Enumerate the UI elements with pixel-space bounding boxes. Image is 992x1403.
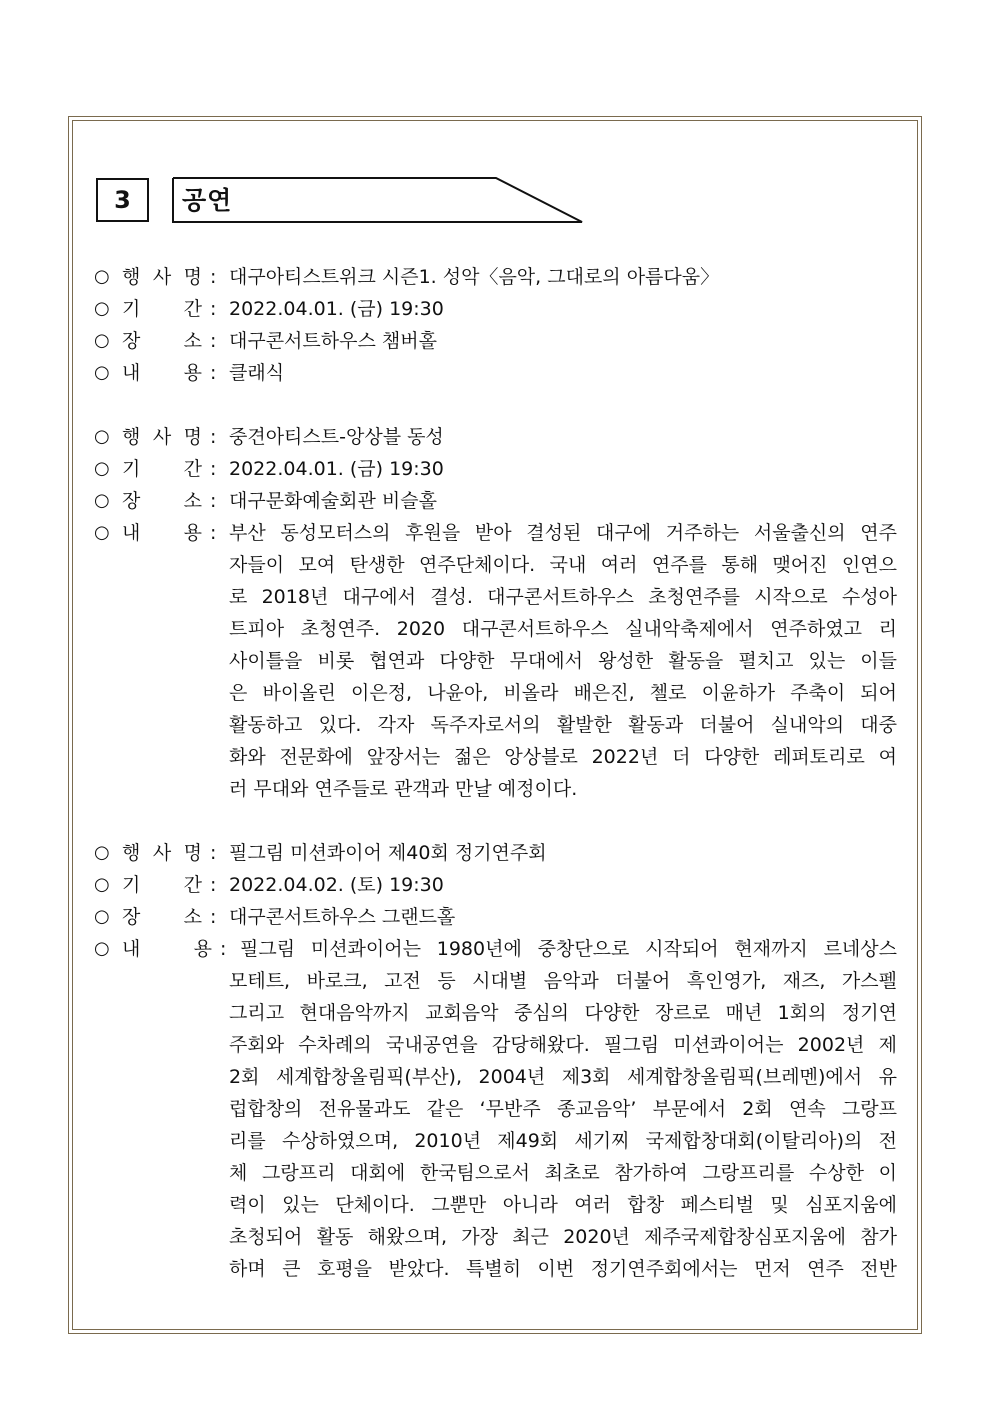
event-name: 중견아티스트-앙상블 동성 bbox=[229, 426, 444, 448]
event-period: 2022.04.01. (금) 19:30 bbox=[229, 298, 444, 320]
event-period: 2022.04.01. (금) 19:30 bbox=[229, 458, 444, 480]
circle-bullet-icon: ○ bbox=[94, 874, 110, 895]
event-content: 클래식 bbox=[229, 362, 285, 384]
label-content: 내 용 bbox=[122, 522, 202, 544]
content-line: 럽합창의 전유물과도 같은 ‘무반주 종교음악’ 부문에서 2회 연속 그랑프 bbox=[229, 1098, 897, 1120]
content-line: 트피아 초청연주. 2020 대구콘서트하우스 실내악축제에서 연주하였고 리 bbox=[229, 618, 897, 640]
content-line: 체 그랑프리 대회에 한국팀으로서 최초로 참가하여 그랑프리를 수상한 이 bbox=[229, 1162, 897, 1184]
content-line: 필그림 미션콰이어는 1980년에 중창단으로 시작되어 현재까지 르네상스 bbox=[240, 938, 897, 960]
circle-bullet-icon: ○ bbox=[94, 842, 110, 863]
section-title: 공연 bbox=[182, 186, 233, 215]
circle-bullet-icon: ○ bbox=[94, 458, 110, 479]
content-line: 모테트, 바로크, 고전 등 시대별 음악과 더불어 흑인영가, 재즈, 가스펠 bbox=[229, 970, 897, 992]
content-line: 주회와 수차례의 국내공연을 감당해왔다. 필그림 미션콰이어는 2002년 제 bbox=[229, 1034, 897, 1056]
content-line: 로 2018년 대구에서 결성. 대구콘서트하우스 초청연주를 시작으로 수성아 bbox=[229, 586, 897, 608]
label-period: 기 간 bbox=[122, 874, 202, 896]
circle-bullet-icon: ○ bbox=[94, 522, 110, 543]
label-event-name: 행 사 명 bbox=[122, 842, 202, 864]
circle-bullet-icon: ○ bbox=[94, 362, 110, 383]
event-period: 2022.04.02. (토) 19:30 bbox=[229, 874, 444, 896]
content-line: 자들이 모여 탄생한 연주단체이다. 국내 여러 연주를 통해 맺어진 인연으 bbox=[229, 554, 897, 576]
event-place: 대구콘서트하우스 그랜드홀 bbox=[229, 906, 456, 928]
circle-bullet-icon: ○ bbox=[94, 938, 110, 959]
circle-bullet-icon: ○ bbox=[94, 298, 110, 319]
label-place: 장 소 bbox=[122, 906, 202, 928]
label-place: 장 소 bbox=[122, 490, 202, 512]
circle-bullet-icon: ○ bbox=[94, 490, 110, 511]
content-line: 초청되어 활동 해왔으며, 가장 최근 2020년 제주국제합창심포지움에 참가 bbox=[229, 1226, 897, 1248]
content-line: 부산 동성모터스의 후원을 받아 결성된 대구에 거주하는 서울출신의 연주 bbox=[229, 522, 897, 544]
content-line: 2회 세계합창올림픽(부산), 2004년 제3회 세계합창올림픽(브레멘)에서 유 bbox=[229, 1066, 897, 1088]
content-line: 하며 큰 호평을 받았다. 특별히 이번 정기연주회에서는 먼저 연주 전반 bbox=[229, 1258, 897, 1280]
label-content: 내 용 bbox=[122, 938, 212, 960]
circle-bullet-icon: ○ bbox=[94, 426, 110, 447]
content-line: 은 바이올린 이은정, 나윤아, 비올라 배은진, 첼로 이윤하가 주축이 되어 bbox=[229, 682, 897, 704]
event-place: 대구콘서트하우스 챔버홀 bbox=[229, 330, 437, 352]
event-place: 대구문화예술회관 비슬홀 bbox=[229, 490, 437, 512]
event-3-content-body bbox=[229, 933, 897, 1285]
label-period: 기 간 bbox=[122, 298, 202, 320]
content-line: 활동하고 있다. 각자 독주자로서의 활발한 활동과 더불어 실내악의 대중 bbox=[229, 714, 897, 736]
label-period: 기 간 bbox=[122, 458, 202, 480]
circle-bullet-icon: ○ bbox=[94, 266, 110, 287]
event-2-content-body bbox=[229, 517, 897, 805]
content-line: 리를 수상하였으며, 2010년 제49회 세기찌 국제합창대회(이탈리아)의 전 bbox=[229, 1130, 897, 1152]
content-line: 사이틀을 비롯 협연과 다양한 무대에서 왕성한 활동을 펼치고 있는 이들 bbox=[229, 650, 897, 672]
label-content: 내 용 bbox=[122, 362, 202, 384]
section-number: 3 bbox=[96, 178, 149, 222]
content-line: 화와 전문화에 앞장서는 젊은 앙상블로 2022년 더 다양한 레퍼토리로 여 bbox=[229, 746, 897, 768]
label-place: 장 소 bbox=[122, 330, 202, 352]
label-event-name: 행 사 명 bbox=[122, 266, 202, 288]
content-line: 러 무대와 연주들로 관객과 만날 예정이다. bbox=[229, 778, 578, 800]
section-title-box bbox=[172, 176, 584, 224]
circle-bullet-icon: ○ bbox=[94, 906, 110, 927]
content-line: 그리고 현대음악까지 교회음악 중심의 다양한 장르로 매년 1회의 정기연 bbox=[229, 1002, 897, 1024]
label-event-name: 행 사 명 bbox=[122, 426, 202, 448]
circle-bullet-icon: ○ bbox=[94, 330, 110, 351]
event-name: 대구아티스트위크 시즌1. 성악〈음악, 그대로의 아름다움〉 bbox=[229, 266, 720, 288]
event-name: 필그림 미션콰이어 제40회 정기연주회 bbox=[229, 842, 547, 864]
content-line: 력이 있는 단체이다. 그뿐만 아니라 여러 합창 페스티벌 및 심포지움에 bbox=[229, 1194, 897, 1216]
